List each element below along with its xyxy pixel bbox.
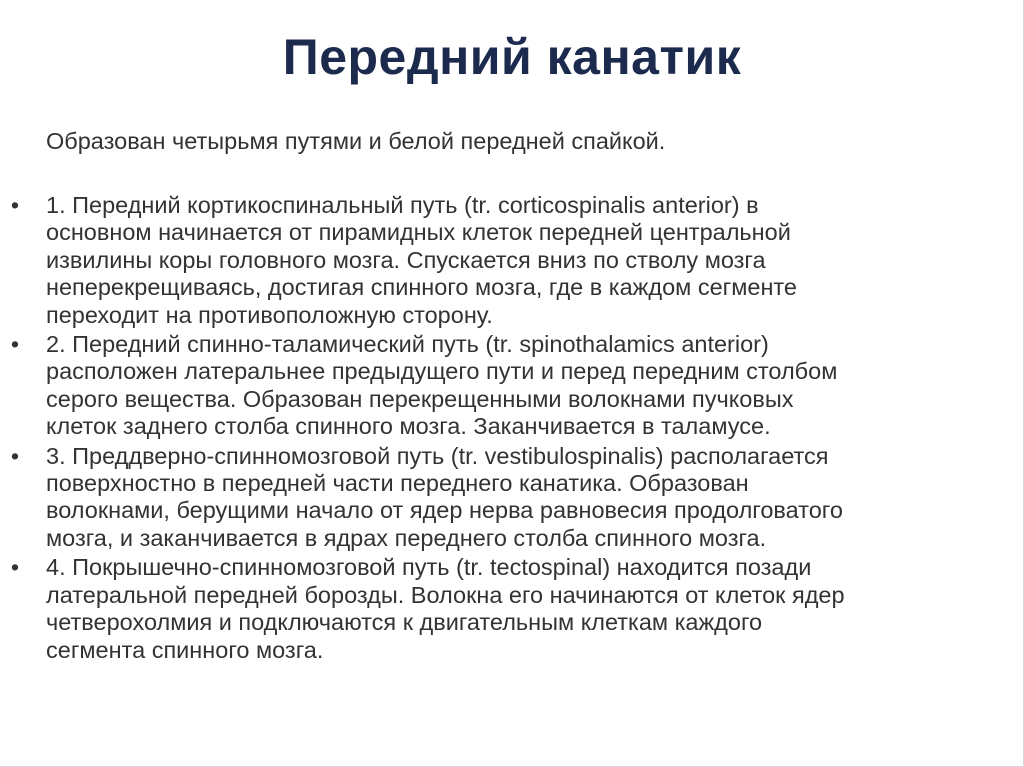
bullet-line: 1. Передний кортикоспинальный путь (tr. corticospinalis anterior) в	[46, 192, 759, 218]
bullet-line: извилины коры головного мозга. Спускается вниз по стволу мозга	[46, 246, 766, 273]
bullet-line: сегмента спинного мозга.	[46, 636, 324, 663]
bullet-list	[0, 192, 1010, 666]
bullet-icon: •	[10, 554, 20, 581]
bullet-line: латеральной передней борозды. Волокна его начинаются от клеток ядер	[46, 581, 845, 608]
bullet-line: серого вещества. Образован перекрещенными волокнами пучковых	[46, 385, 794, 412]
bullet-line: мозга, и заканчивается в ядрах переднего столба спинного мозга.	[46, 524, 767, 551]
bullet-line: основном начинается от пирамидных клеток передней центральной	[46, 219, 791, 246]
bullet-line: 2. Передний спинно-таламический путь (tr. spinothalamics anterior)	[46, 331, 769, 358]
bullet-line: 4. Покрышечно-спинномозговой путь (tr. tectospinal) находится позади	[46, 554, 812, 581]
bullet-line: поверхностно в передней части переднего канатика. Образован	[46, 470, 749, 497]
bullet-line: клеток заднего столба спинного мозга. Заканчивается в таламусе.	[46, 413, 771, 440]
bullet-line: 3. Преддверно-спинномозговой путь (tr. vestibulospinalis) располагается	[46, 442, 829, 469]
intro-text: Образован четырьмя путями и белой передней спайкой.	[46, 128, 666, 154]
bullet-line: неперекрещиваясь, достигая спинного мозга, где в каждом сегменте	[46, 274, 797, 301]
bullet-icon: •	[10, 442, 20, 469]
bullet-line: волокнами, берущими начало от ядер нерва равновесия продолговатого	[46, 497, 843, 524]
bullet-line: четверохолмия и подключаются к двигательным клеткам каждого	[46, 609, 763, 636]
bullet-line: расположен латеральнее предыдущего пути и перед передним столбом	[46, 358, 838, 385]
bullet-item-4	[0, 554, 1010, 664]
bullet-line: переходит на противоположную сторону.	[46, 301, 493, 328]
bullet-icon: •	[10, 192, 20, 218]
slide-title: Передний канатик	[282, 29, 742, 85]
bullet-item-2	[0, 331, 1010, 441]
bullet-item-3	[0, 443, 1010, 553]
bullet-item-1	[0, 192, 1010, 329]
bullet-icon: •	[10, 331, 20, 358]
